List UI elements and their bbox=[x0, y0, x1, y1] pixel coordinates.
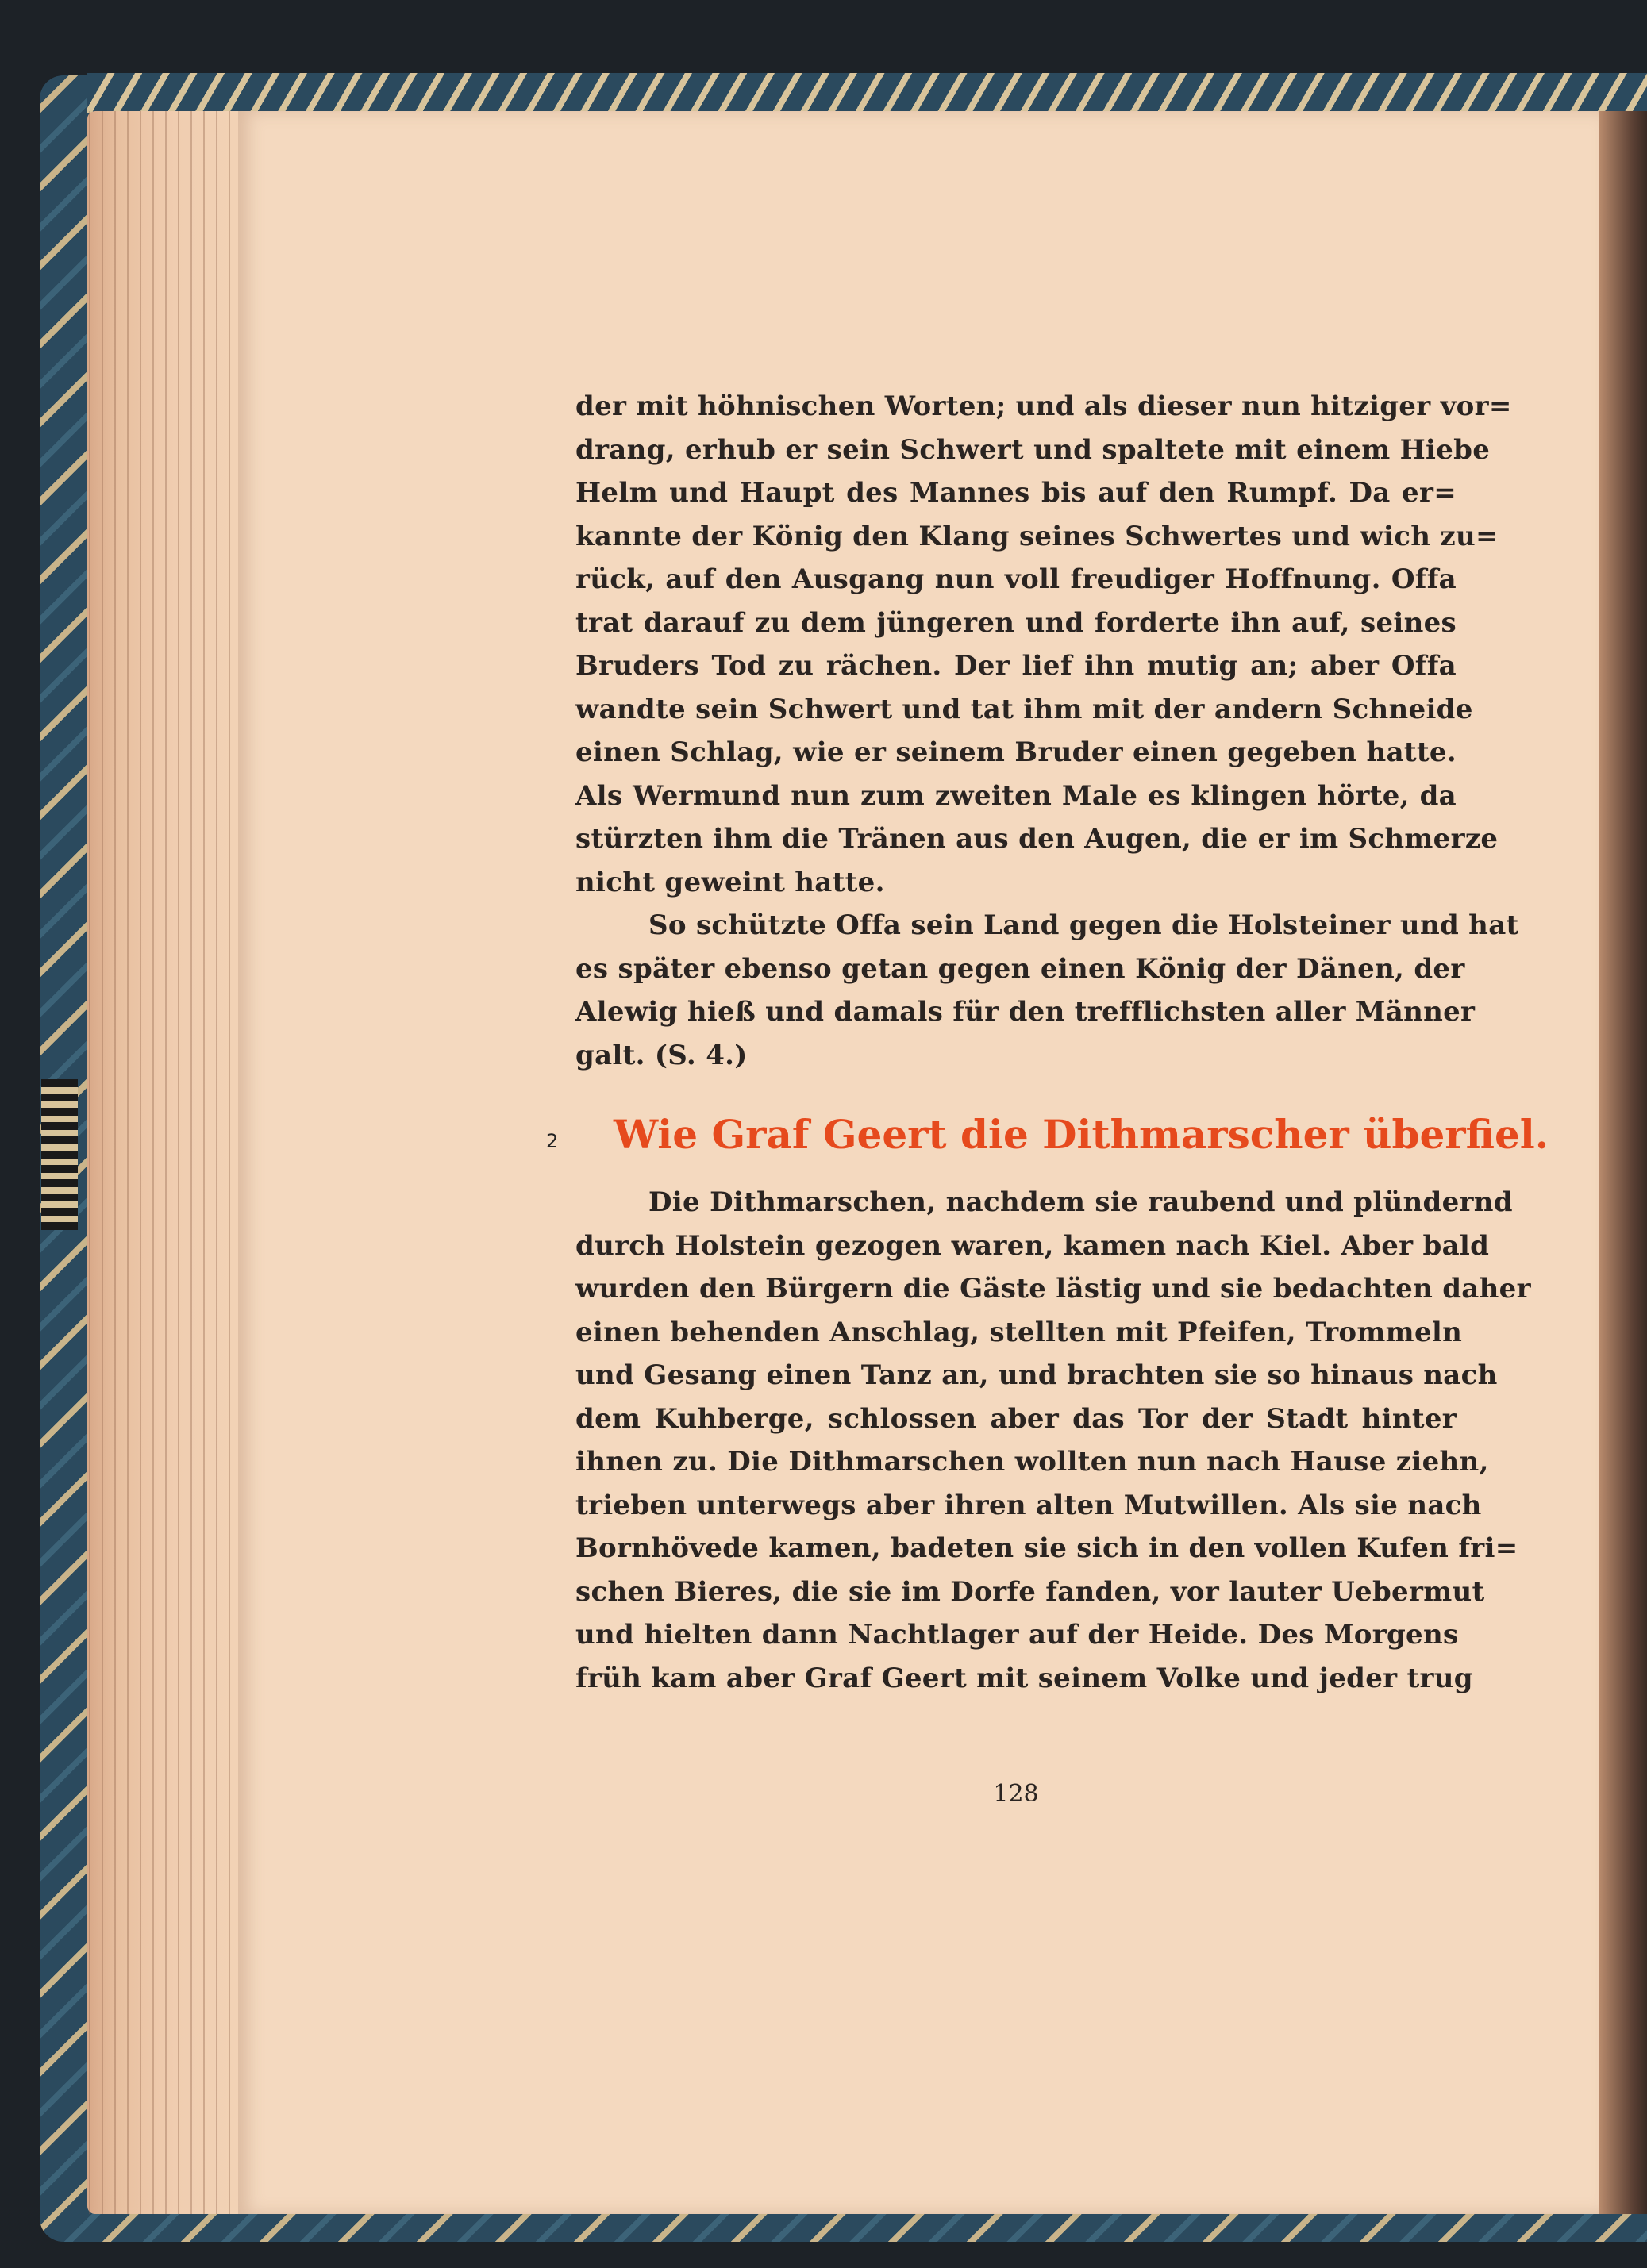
spine-ornament bbox=[41, 1079, 78, 1230]
text-line: einen behenden Anschlag, stellten mit Pfeifen, Trommeln bbox=[575, 1316, 1463, 1348]
text-line: Helm und Haupt des Mannes bis auf den Rumpf. Da er= bbox=[575, 477, 1457, 509]
text-line: rück, auf den Ausgang nun voll freudiger Hoffnung. Offa bbox=[575, 563, 1457, 595]
text-line: wandte sein Schwert und tat ihm mit der andern Schneide bbox=[575, 693, 1473, 725]
text-line: trat darauf zu dem jüngeren und forderte ihn auf, seines bbox=[575, 606, 1457, 639]
text-line: einen Schlag, wie er seinem Bruder einen gegeben hatte. bbox=[575, 736, 1457, 768]
text-section-1 bbox=[575, 385, 1519, 1077]
text-line: drang, erhub er sein Schwert und spaltete mit einem Hiebe bbox=[575, 433, 1491, 466]
text-line: trieben unterwegs aber ihren alten Mutwillen. Als sie nach bbox=[575, 1489, 1482, 1521]
text-line: stürzten ihm die Tränen aus den Augen, die er im Schmerze bbox=[575, 823, 1499, 855]
text-line: kannte der König den Klang seines Schwertes und wich zu= bbox=[575, 520, 1499, 552]
text-section-2 bbox=[575, 1181, 1531, 1700]
text-line: und Gesang einen Tanz an, und brachten sie so hinaus nach bbox=[575, 1359, 1498, 1391]
text-line: ihnen zu. Die Dithmarschen wollten nun nach Hause ziehn, bbox=[575, 1446, 1489, 1478]
text-line: galt. (S. 4.) bbox=[575, 1039, 748, 1071]
text-line: früh kam aber Graf Geert mit seinem Volke und jeder trug bbox=[575, 1662, 1473, 1694]
book-gutter bbox=[1599, 111, 1647, 2214]
text-line: Als Wermund nun zum zweiten Male es klingen hörte, da bbox=[575, 779, 1457, 812]
chapter-heading bbox=[546, 1103, 1549, 1167]
text-line: So schützte Offa sein Land gegen die Holsteiner und hat bbox=[648, 909, 1519, 941]
cover-pattern-edge bbox=[87, 73, 1647, 113]
text-line: es später ebenso getan gegen einen König der Dänen, der bbox=[575, 952, 1465, 985]
text-line: der mit höhnischen Worten; und als dieser nun hitziger vor= bbox=[575, 390, 1512, 422]
text-line: nicht geweint hatte. bbox=[575, 866, 885, 898]
heading-number: 2 bbox=[546, 1130, 559, 1152]
text-line: Bornhövede kamen, badeten sie sich in den vollen Kufen fri= bbox=[575, 1532, 1518, 1564]
text-line: dem Kuhberge, schlossen aber das Tor der Stadt hinter bbox=[575, 1402, 1457, 1435]
text-line: schen Bieres, die sie im Dorfe fanden, vor lauter Uebermut bbox=[575, 1575, 1485, 1608]
text-line: Bruders Tod zu rächen. Der lief ihn mutig an; aber Offa bbox=[575, 650, 1457, 682]
text-line: durch Holstein gezogen waren, kamen nach Kiel. Aber bald bbox=[575, 1229, 1490, 1262]
text-line: und hielten dann Nachtlager auf der Heide. Des Morgens bbox=[575, 1619, 1459, 1651]
page-number: 128 bbox=[993, 1780, 1039, 1808]
page-edges bbox=[89, 111, 240, 2214]
heading-title: Wie Graf Geert die Dithmarscher überfiel. bbox=[614, 1111, 1549, 1158]
text-line: wurden den Bürgern die Gäste lästig und sie bedachten daher bbox=[575, 1273, 1531, 1305]
text-line: Alewig hieß und damals für den trefflichsten aller Männer bbox=[575, 996, 1476, 1028]
text-line: Die Dithmarschen, nachdem sie raubend und plündernd bbox=[648, 1186, 1513, 1218]
